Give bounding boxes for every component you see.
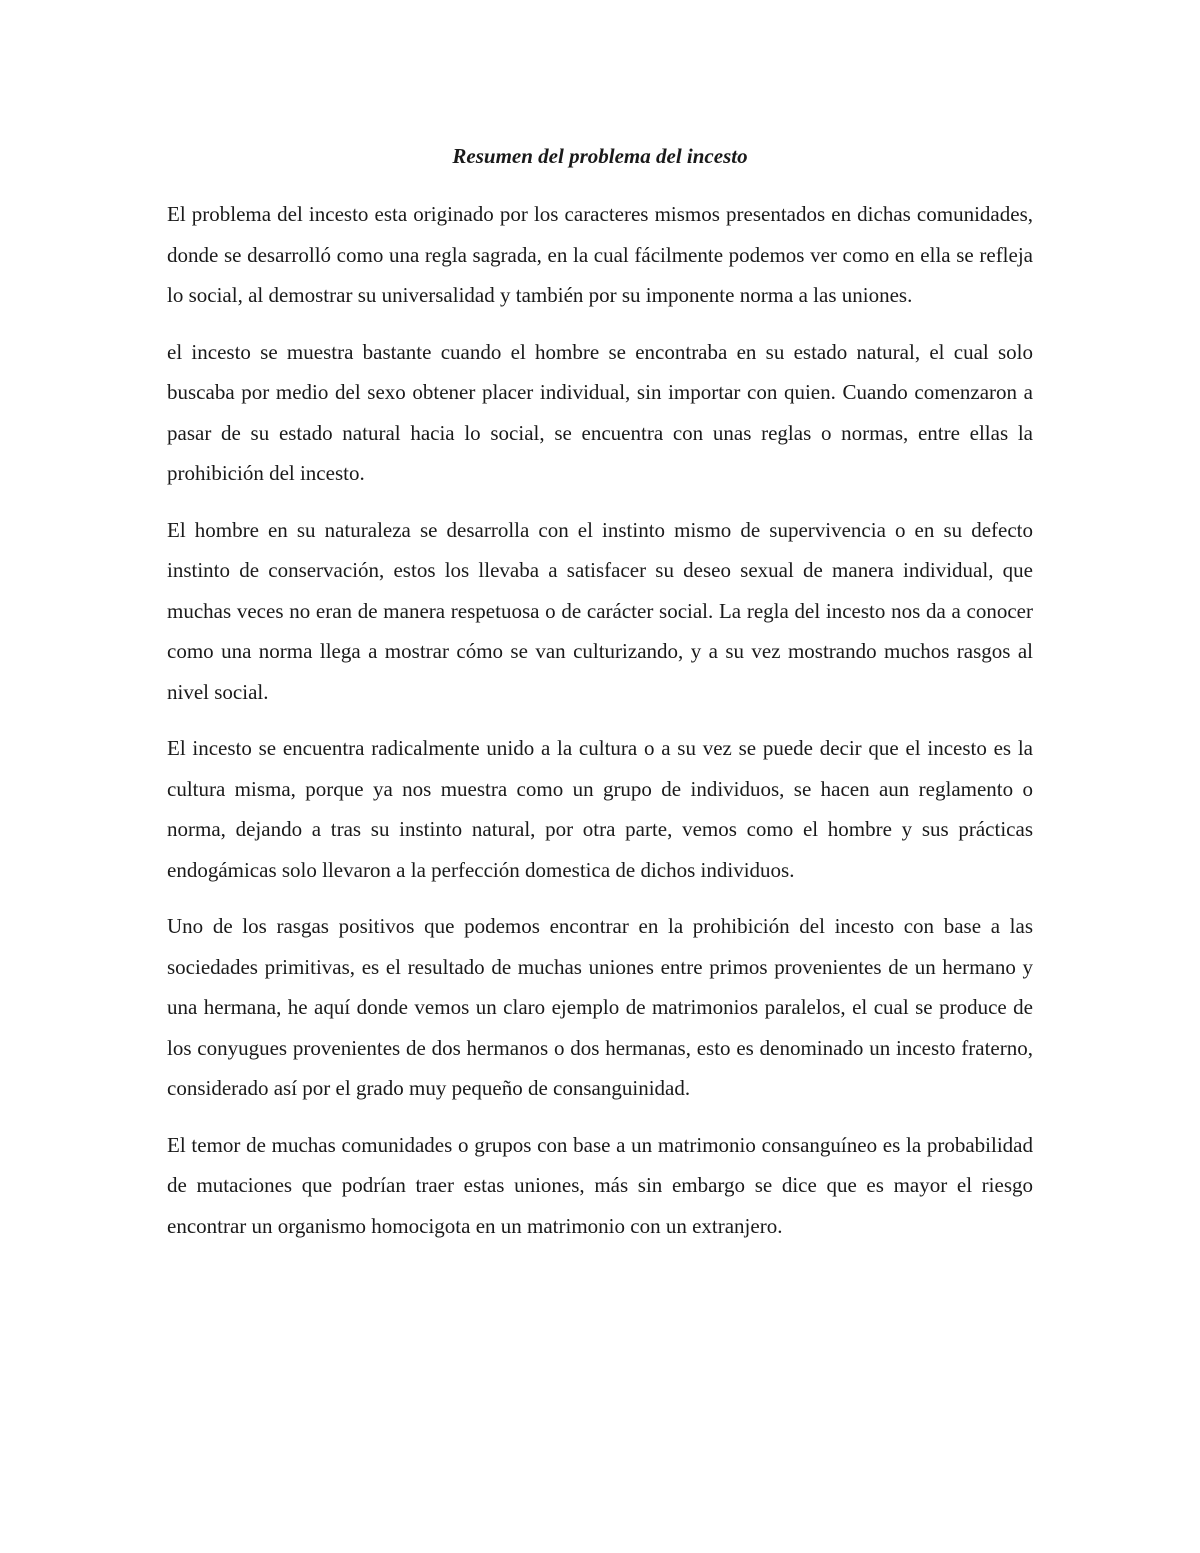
paragraph-5: Uno de los rasgas positivos que podemos encontrar en la prohibición del incesto con base a las sociedades primitivas, es el resultado de muchas uniones entre primos provenientes de un hermano y una hermana, he aquí donde vemos un claro ejemplo de matrimonios paralelos, el cual se produce de los conyugues provenientes de dos hermanos o dos hermanas, esto es denominado un incesto fraterno, considerado así por el grado muy pequeño de consanguinidad. — [167, 914, 1033, 1100]
paragraph-4: El incesto se encuentra radicalmente unido a la cultura o a su vez se puede decir que el incesto es la cultura misma, porque ya nos muestra como un grupo de individuos, se hacen aun reglamento o norma, dejando a tras su instinto natural, por otra parte, vemos como el hombre y sus prácticas endogámicas solo llevaron a la perfección domestica de dichos individuos. — [167, 736, 1033, 882]
document-body — [167, 138, 1033, 1262]
paragraph-2: el incesto se muestra bastante cuando el hombre se encontraba en su estado natural, el cual solo buscaba por medio del sexo obtener placer individual, sin importar con quien. Cuando comenzaron a pasar de su estado natural hacia lo social, se encuentra con unas reglas o normas, entre ellas la prohibición del incesto. — [167, 339, 1033, 485]
paragraph-3: El hombre en su naturaleza se desarrolla con el instinto mismo de supervivencia o en su defecto instinto de conservación, estos los llevaba a satisfacer su deseo sexual de manera individual, que muchas veces no eran de manera respetuosa o de carácter social. La regla del incesto nos da a conocer como una norma llega a mostrar cómo se van culturizando, y a su vez mostrando muchos rasgos al nivel social. — [167, 517, 1033, 704]
paragraph-6: El temor de muchas comunidades o grupos con base a un matrimonio consanguíneo es la probabilidad de mutaciones que podrían traer estas uniones, más sin embargo se dice que es mayor el riesgo encontrar un organismo homocigota en un matrimonio con un extranjero. — [167, 1132, 1033, 1238]
paragraph-1: El problema del incesto esta originado por los caracteres mismos presentados en dichas comunidades, donde se desarrolló como una regla sagrada, en la cual fácilmente podemos ver como en ella se refleja lo social, al demostrar su universalidad y también por su imponente norma a las uniones. — [167, 202, 1033, 307]
document-title: Resumen del problema del incesto — [452, 144, 748, 168]
